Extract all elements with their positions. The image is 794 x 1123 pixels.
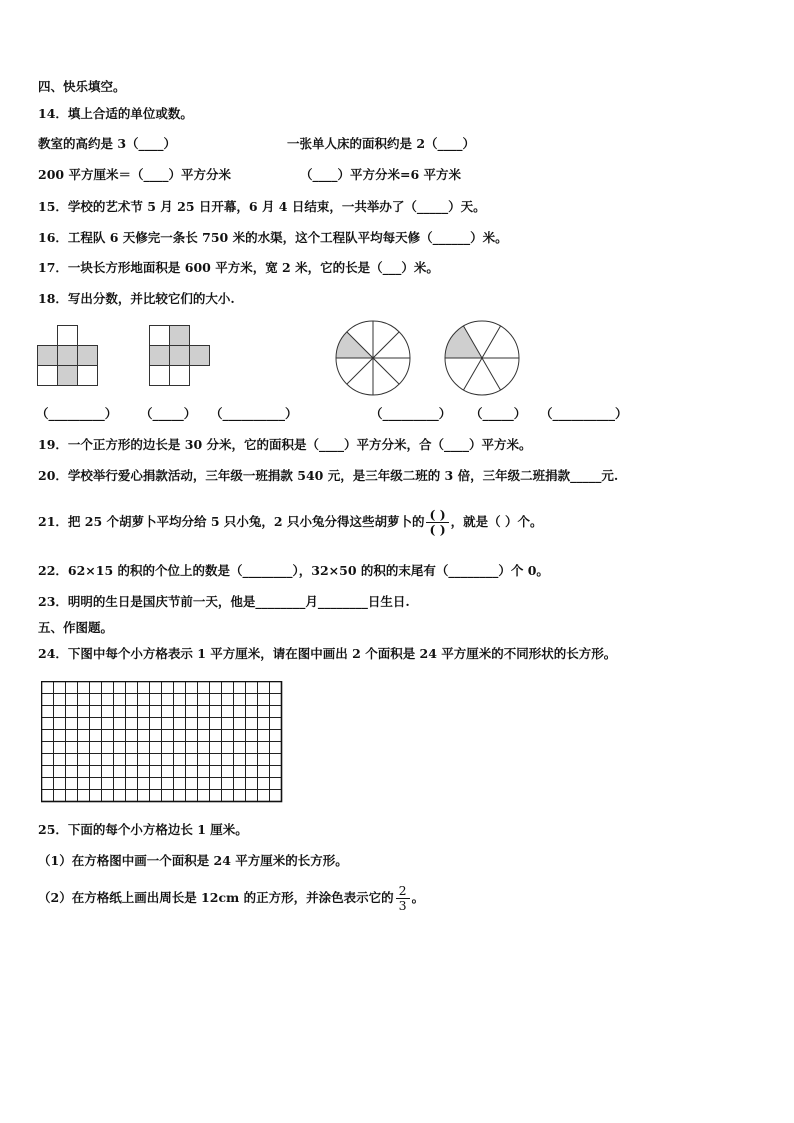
q25-stem: 25．下面的每个小方格边长 1 厘米。 — [38, 822, 248, 837]
q17: 17．一块长方形地面积是 600 平方米，宽 2 米，它的长是（___）米。 — [38, 260, 439, 275]
q25-fraction-numerator: 2 — [396, 884, 410, 899]
q16: 16．工程队 6 天修完一条长 750 米的水渠，这个工程队平均每天修（______）米。 — [38, 230, 508, 245]
q18-blank-2[interactable]: （_____） — [140, 406, 197, 421]
q18-blank-6[interactable]: （__________） — [540, 406, 628, 421]
q23: 23．明明的生日是国庆节前一天，他是________月________日生日. — [38, 594, 410, 609]
q21-denominator: ( ) — [429, 522, 446, 537]
section4-title: 四、快乐填空。 — [38, 79, 126, 94]
q25-part1: （1）在方格图中画一个面积是 24 平方厘米的长方形。 — [38, 853, 348, 868]
q18-blank-1[interactable]: （_________） — [36, 406, 118, 421]
q25-fraction — [396, 884, 410, 913]
q14-d: （____）平方分米=6 平方米 — [300, 167, 462, 182]
q21-after: ，就是（ ）个。 — [450, 514, 543, 529]
q18-circle-eighths — [335, 320, 411, 396]
q14-stem: 14．填上合适的单位或数。 — [38, 106, 193, 121]
q15: 15．学校的艺术节 5 月 25 日开幕，6 月 4 日结束，一共举办了（_____）天。 — [38, 199, 486, 214]
q14-a: 教室的高约是 3（____） — [38, 136, 177, 151]
q21-before: 21．把 25 个胡萝卜平均分给 5 只小兔，2 只小兔分得这些胡萝卜的 — [38, 514, 425, 529]
q14-c: 200 平方厘米＝（____）平方分米 — [38, 167, 231, 182]
q18-grid-figure-1 — [37, 325, 101, 387]
q21 — [38, 500, 543, 544]
q24-square-grid[interactable] — [41, 681, 285, 805]
q20: 20．学校举行爱心捐款活动，三年级一班捐款 540 元，是三年级二班的 3 倍，三年级二班捐款_____元. — [38, 468, 619, 483]
q18-grid-figure-2 — [149, 325, 213, 387]
q21-fraction-blank[interactable] — [426, 508, 448, 537]
q18-circle-sixths — [444, 320, 520, 396]
q18-blank-5[interactable]: （_____） — [470, 406, 527, 421]
q22: 22．62×15 的积的个位上的数是（________），32×50 的积的末尾有（________）个 0。 — [38, 563, 549, 578]
q18-blank-4[interactable]: （_________） — [370, 406, 452, 421]
q24: 24．下图中每个小方格表示 1 平方厘米，请在图中画出 2 个面积是 24 平方厘米的不同形状的长方形。 — [38, 646, 617, 661]
section5-title: 五、作图题。 — [38, 620, 114, 635]
q25-fraction-denominator: 3 — [398, 898, 407, 913]
q18-blank-3[interactable]: （__________） — [210, 406, 298, 421]
q21-numerator: ( ) — [426, 508, 448, 523]
q19: 19．一个正方形的边长是 30 分米，它的面积是（____）平方分米，合（____）平方米。 — [38, 437, 532, 452]
q14-b: 一张单人床的面积约是 2（____） — [287, 136, 476, 151]
q25-part2-before: （2）在方格纸上画出周长是 12cm 的正方形，并涂色表示它的 — [38, 890, 394, 905]
q25-part2-after: 。 — [411, 890, 425, 905]
q18-stem: 18．写出分数，并比较它们的大小. — [38, 291, 235, 306]
q25-part2 — [38, 880, 424, 916]
